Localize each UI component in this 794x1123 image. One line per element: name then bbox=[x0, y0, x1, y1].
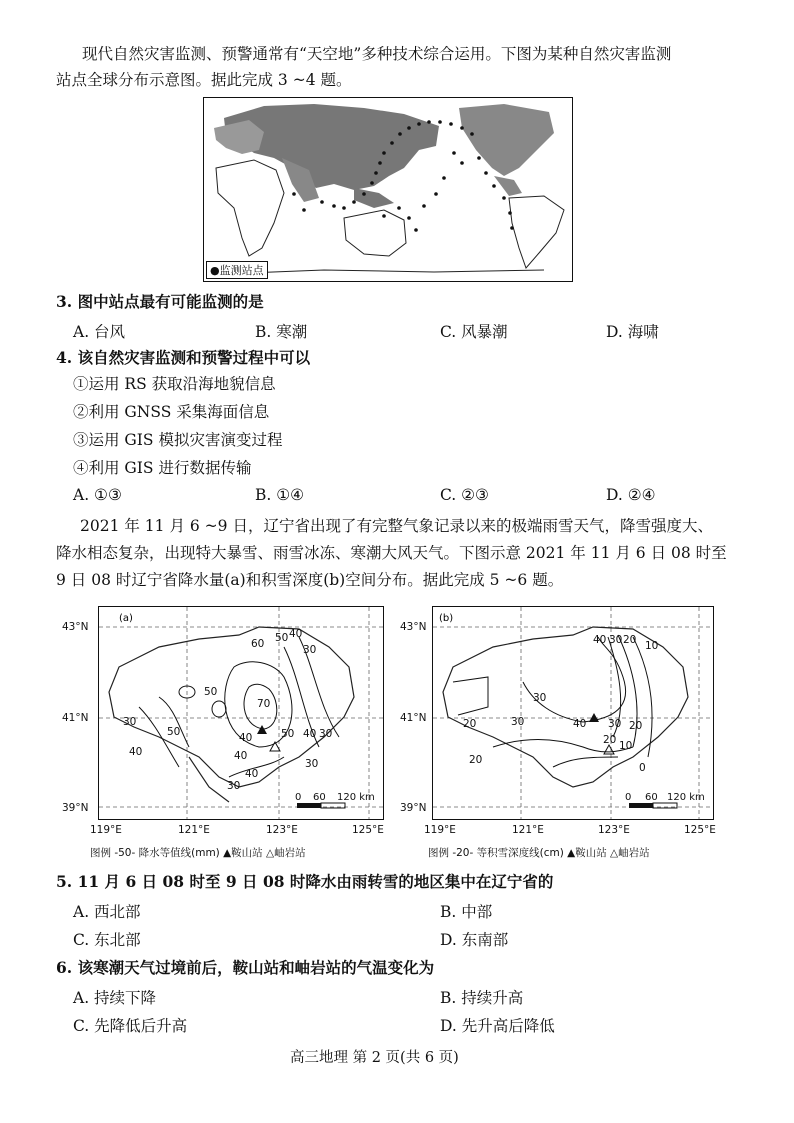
q6-option-a[interactable]: A. 持续下降 bbox=[73, 989, 157, 1007]
map-a-label: (a) bbox=[119, 613, 133, 624]
map-b-graphic bbox=[433, 607, 713, 819]
map-b-lon-125: 125°E bbox=[684, 824, 716, 836]
map-b-lon-119: 119°E bbox=[424, 824, 456, 836]
map-b-lat-39: 39°N bbox=[400, 802, 427, 814]
map-a-lon-121: 121°E bbox=[178, 824, 210, 836]
map-a-lat-39: 39°N bbox=[62, 802, 89, 814]
q6-stem: 6. 该寒潮天气过境前后，鞍山站和岫岩站的气温变化为 bbox=[56, 958, 435, 977]
world-map-figure bbox=[203, 97, 573, 282]
map-a-legend: 图例 -50- 降水等值线(mm) ▲鞍山站 △岫岩站 bbox=[90, 847, 306, 859]
map-a-contour-16: 50 bbox=[281, 728, 295, 740]
map-b-scale-120: 120 km bbox=[667, 792, 705, 803]
map-b-contour-4: 10 bbox=[645, 640, 659, 652]
intro1-line1: 现代自然灾害监测、预警通常有“天空地”多种技术综合运用。下图为某种自然灾害监测 bbox=[82, 45, 672, 63]
map-a-scale-120: 120 km bbox=[337, 792, 375, 803]
map-b-lon-123: 123°E bbox=[598, 824, 630, 836]
map-a-contour-14: 30 bbox=[227, 780, 241, 792]
intro2-line3: 9 日 08 时辽宁省降水量(a)和积雪深度(b)空间分布。据此完成 5 ~6 题。 bbox=[56, 571, 564, 589]
map-a-contour-11: 30 bbox=[319, 728, 333, 740]
map-a-contour-10: 40 bbox=[129, 746, 143, 758]
q3-option-a[interactable]: A. 台风 bbox=[73, 323, 126, 341]
q4-option-d[interactable]: D. ②④ bbox=[606, 486, 656, 504]
q3-option-c[interactable]: C. 风暴潮 bbox=[440, 323, 508, 341]
map-b-contour-3: 20 bbox=[623, 634, 637, 646]
q6-option-c[interactable]: C. 先降低后升高 bbox=[73, 1017, 188, 1035]
q6-option-d[interactable]: D. 先升高后降低 bbox=[440, 1017, 555, 1035]
map-b-contour-13: 10 bbox=[619, 740, 633, 752]
map-a-lat-41: 41°N bbox=[62, 712, 89, 724]
map-b-contour-1: 40 bbox=[593, 634, 607, 646]
map-a-contour-17: 40 bbox=[234, 750, 248, 762]
q4-stem: 4. 该自然灾害监测和预警过程中可以 bbox=[56, 348, 311, 367]
world-map-legend: ●监测站点 bbox=[206, 261, 268, 279]
q4-item-3: ③运用 GIS 模拟灾害演变过程 bbox=[73, 431, 283, 449]
map-a-lon-125: 125°E bbox=[352, 824, 384, 836]
map-a-contour-4: 30 bbox=[303, 644, 317, 656]
q3-option-b[interactable]: B. 寒潮 bbox=[255, 323, 308, 341]
map-a-contour-9: 50 bbox=[167, 726, 181, 738]
map-a-lon-123: 123°E bbox=[266, 824, 298, 836]
q5-option-a[interactable]: A. 西北部 bbox=[73, 903, 141, 921]
q4-item-4: ④利用 GIS 进行数据传输 bbox=[73, 459, 252, 477]
map-b-lat-41: 41°N bbox=[400, 712, 427, 724]
q4-item-1: ①运用 RS 获取沿海地貌信息 bbox=[73, 375, 276, 393]
map-b-scale-0: 0 bbox=[625, 792, 632, 803]
map-a-graphic bbox=[99, 607, 383, 819]
map-a-contour-1: 60 bbox=[251, 638, 265, 650]
map-b-contour-11: 20 bbox=[603, 734, 617, 746]
map-b-contour-2: 30 bbox=[609, 634, 623, 646]
map-a-contour-7: 40 bbox=[239, 732, 253, 744]
q4-option-c[interactable]: C. ②③ bbox=[440, 486, 489, 504]
map-b-lon-121: 121°E bbox=[512, 824, 544, 836]
intro1-line2: 站点全球分布示意图。据此完成 3 ~4 题。 bbox=[56, 71, 352, 89]
map-a-scale-0: 0 bbox=[295, 792, 302, 803]
map-a-contour-12: 40 bbox=[303, 728, 317, 740]
map-a-contour-8: 30 bbox=[123, 716, 137, 728]
map-a-lon-119: 119°E bbox=[90, 824, 122, 836]
map-b-contour-12: 20 bbox=[629, 720, 643, 732]
q3-option-d[interactable]: D. 海啸 bbox=[606, 323, 659, 341]
q6-option-b[interactable]: B. 持续升高 bbox=[440, 989, 524, 1007]
world-map-graphic bbox=[204, 98, 572, 281]
q4-option-a[interactable]: A. ①③ bbox=[73, 486, 122, 504]
map-b-lat-43: 43°N bbox=[400, 621, 427, 633]
q5-option-d[interactable]: D. 东南部 bbox=[440, 931, 509, 949]
map-a-contour-15: 40 bbox=[245, 768, 259, 780]
map-b-contour-6: 30 bbox=[511, 716, 525, 728]
map-a-contour-13: 30 bbox=[305, 758, 319, 770]
map-a-contour-3: 40 bbox=[289, 628, 303, 640]
map-a-lat-43: 43°N bbox=[62, 621, 89, 633]
map-b-scale-60: 60 bbox=[645, 792, 658, 803]
map-b-contour-8: 30 bbox=[608, 718, 622, 730]
page-footer: 高三地理 第 2 页(共 6 页) bbox=[290, 1050, 459, 1066]
map-a-scale-60: 60 bbox=[313, 792, 326, 803]
q5-stem: 5. 11 月 6 日 08 时至 9 日 08 时降水由雨转雪的地区集中在辽宁省的 bbox=[56, 872, 554, 891]
q4-option-b[interactable]: B. ①④ bbox=[255, 486, 305, 504]
map-a-figure bbox=[98, 606, 384, 820]
q3-stem: 3. 图中站点最有可能监测的是 bbox=[56, 292, 264, 311]
q4-item-2: ②利用 GNSS 采集海面信息 bbox=[73, 403, 270, 421]
map-a-contour-2: 50 bbox=[275, 632, 289, 644]
intro2-line1: 2021 年 11 月 6 ~9 日，辽宁省出现了有完整气象记录以来的极端雨雪天气，降雪强度大、 bbox=[80, 517, 713, 535]
intro2-line2: 降水相态复杂，出现特大暴雪、雨雪冰冻、寒潮大风天气。下图示意 2021 年 11 月 6 日 08 时至 bbox=[56, 544, 727, 562]
q5-option-c[interactable]: C. 东北部 bbox=[73, 931, 141, 949]
map-b-contour-7: 40 bbox=[573, 718, 587, 730]
map-b-contour-14: 0 bbox=[639, 762, 646, 774]
map-b-label: (b) bbox=[439, 613, 454, 624]
map-b-contour-10: 20 bbox=[469, 754, 483, 766]
map-a-contour-5: 50 bbox=[204, 686, 218, 698]
map-b-contour-9: 20 bbox=[463, 718, 477, 730]
map-a-contour-6: 70 bbox=[257, 698, 271, 710]
map-b-legend: 图例 -20- 等积雪深度线(cm) ▲鞍山站 △岫岩站 bbox=[428, 847, 650, 859]
map-b-contour-5: 30 bbox=[533, 692, 547, 704]
map-b-figure bbox=[432, 606, 714, 820]
q5-option-b[interactable]: B. 中部 bbox=[440, 903, 493, 921]
